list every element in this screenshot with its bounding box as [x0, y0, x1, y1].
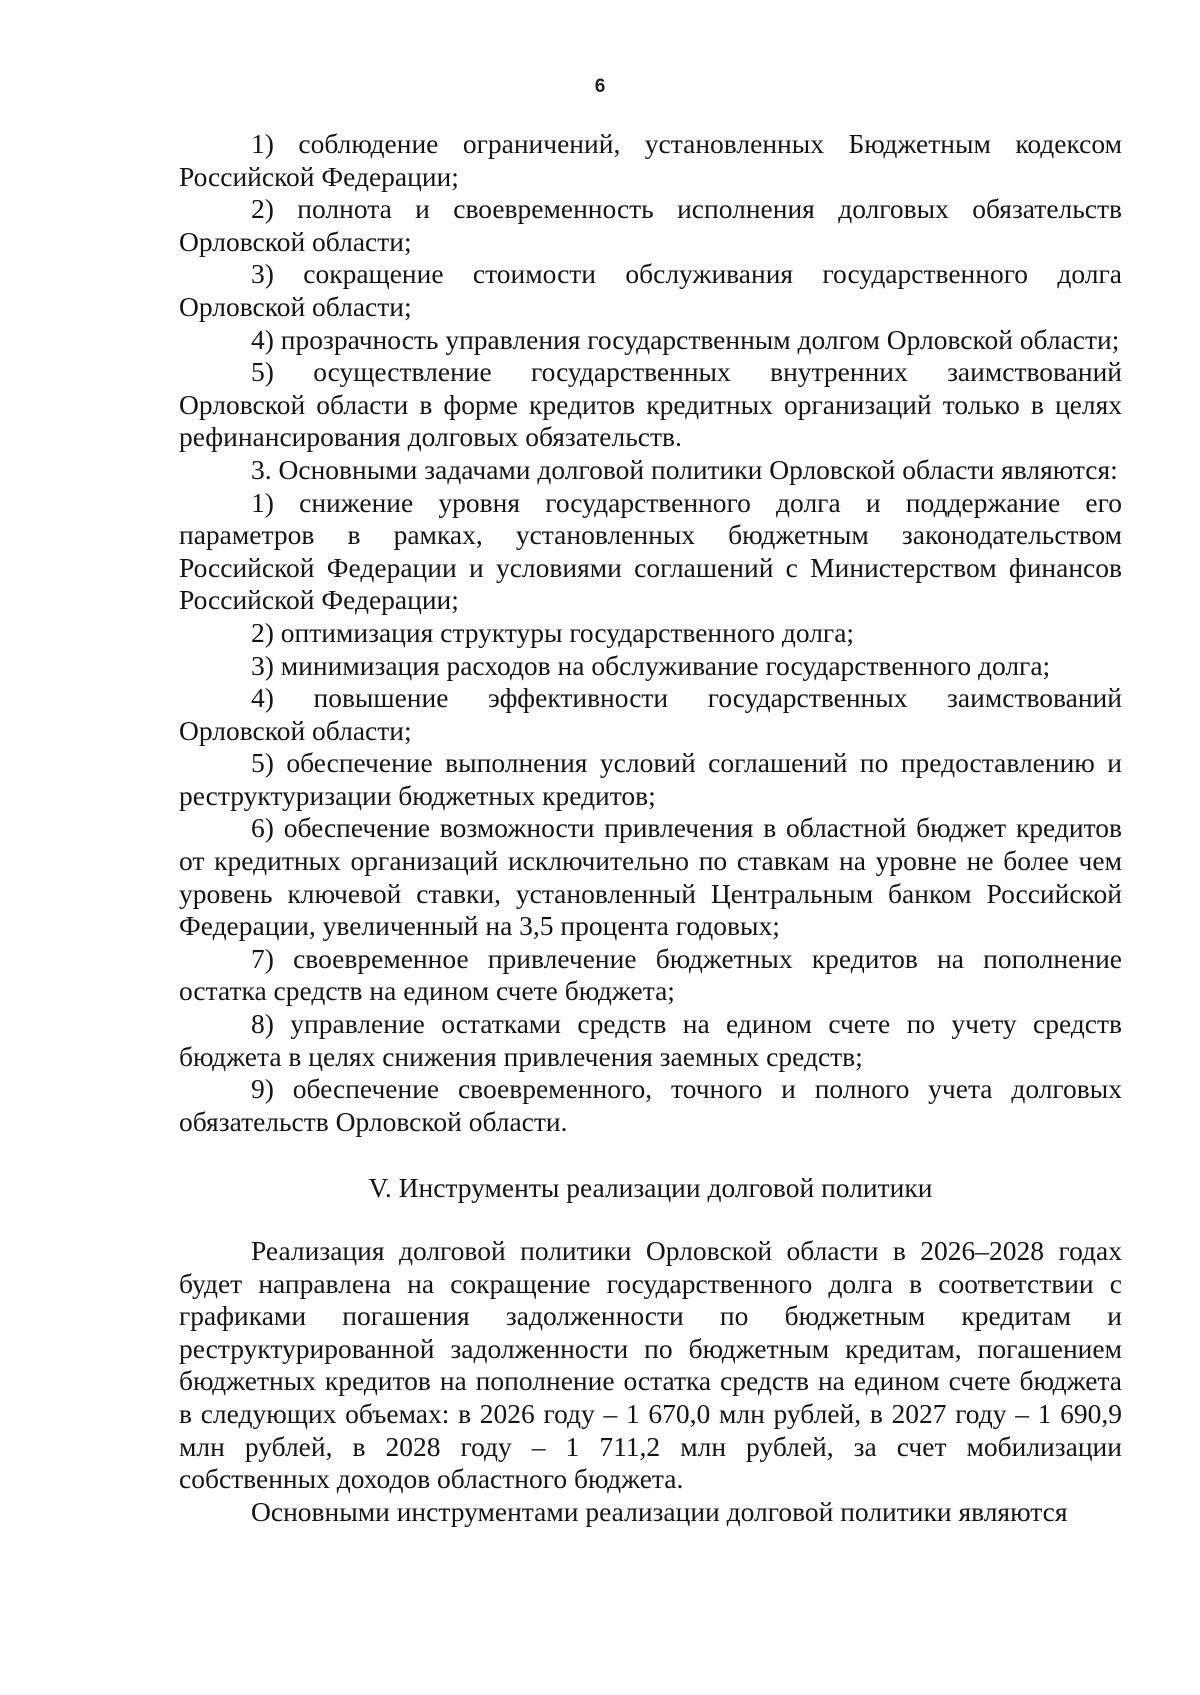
document-body [179, 128, 1122, 1528]
list-item: 6) обеспечение возможности привлечения в областной бюджет кредитов от кредитных организаций исключительно по ставкам на уровне не более чем уровень ключевой ставки, установленный Центральным банком Российской Федерации, увеличенный на 3,5 процента годовых; [179, 812, 1122, 942]
page-number: 6 [594, 76, 606, 97]
section-point: 3. Основными задачами долговой политики Орловской области являются: [251, 453, 1118, 485]
list-item: 8) управление остатками средств на едином счете по учету средств бюджета в целях снижения привлечения заемных средств; [179, 1008, 1122, 1072]
body-paragraph: Реализация долговой политики Орловской области в 2026–2028 годах будет направлена на сокращение государственного долга в соответствии с графиками погашения задолженности по бюджетным кредитам и реструктурированной задолженности по бюджетным кредитам, погашением бюджетных кредитов на пополнение остатка средств на едином счете бюджета в следующих объемах: в 2026 году – 1 670,0 млн рублей, в 2027 году – 1 690,9 млн рублей, в 2028 году – 1 711,2 млн рублей, за счет мобилизации собственных доходов областного бюджета. [179, 1235, 1122, 1495]
list-item: 4) прозрачность управления государственным долгом Орловской области; [251, 323, 1120, 355]
list-item: 2) полнота и своевременность исполнения долговых обязательств Орловской области; [179, 193, 1122, 257]
list-item: 5) обеспечение выполнения условий соглашений по предоставлению и реструктуризации бюджетных кредитов; [179, 747, 1122, 811]
list-item: 3) сокращение стоимости обслуживания государственного долга Орловской области; [179, 258, 1122, 322]
list-item: 9) обеспечение своевременного, точного и полного учета долговых обязательств Орловской области. [179, 1073, 1122, 1137]
list-item: 4) повышение эффективности государственных заимствований Орловской области; [179, 682, 1122, 746]
section-heading: V. Инструменты реализации долговой политики [368, 1172, 933, 1204]
list-item: 1) соблюдение ограничений, установленных Бюджетным кодексом Российской Федерации; [179, 128, 1122, 192]
list-item: 5) осуществление государственных внутренних заимствований Орловской области в форме кредитов кредитных организаций только в целях рефинансирования долговых обязательств. [179, 356, 1122, 453]
list-item: 1) снижение уровня государственного долга и поддержание его параметров в рамках, установленных бюджетным законодательством Российской Федерации и условиями соглашений с Министерством финансов Российской Федерации; [179, 486, 1122, 616]
body-paragraph: Основными инструментами реализации долговой политики являются [251, 1495, 1068, 1527]
list-item: 2) оптимизация структуры государственного долга; [251, 616, 855, 648]
list-item: 3) минимизация расходов на обслуживание государственного долга; [251, 649, 1051, 681]
list-item: 7) своевременное привлечение бюджетных кредитов на пополнение остатка средств на едином счете бюджета; [179, 942, 1122, 1007]
